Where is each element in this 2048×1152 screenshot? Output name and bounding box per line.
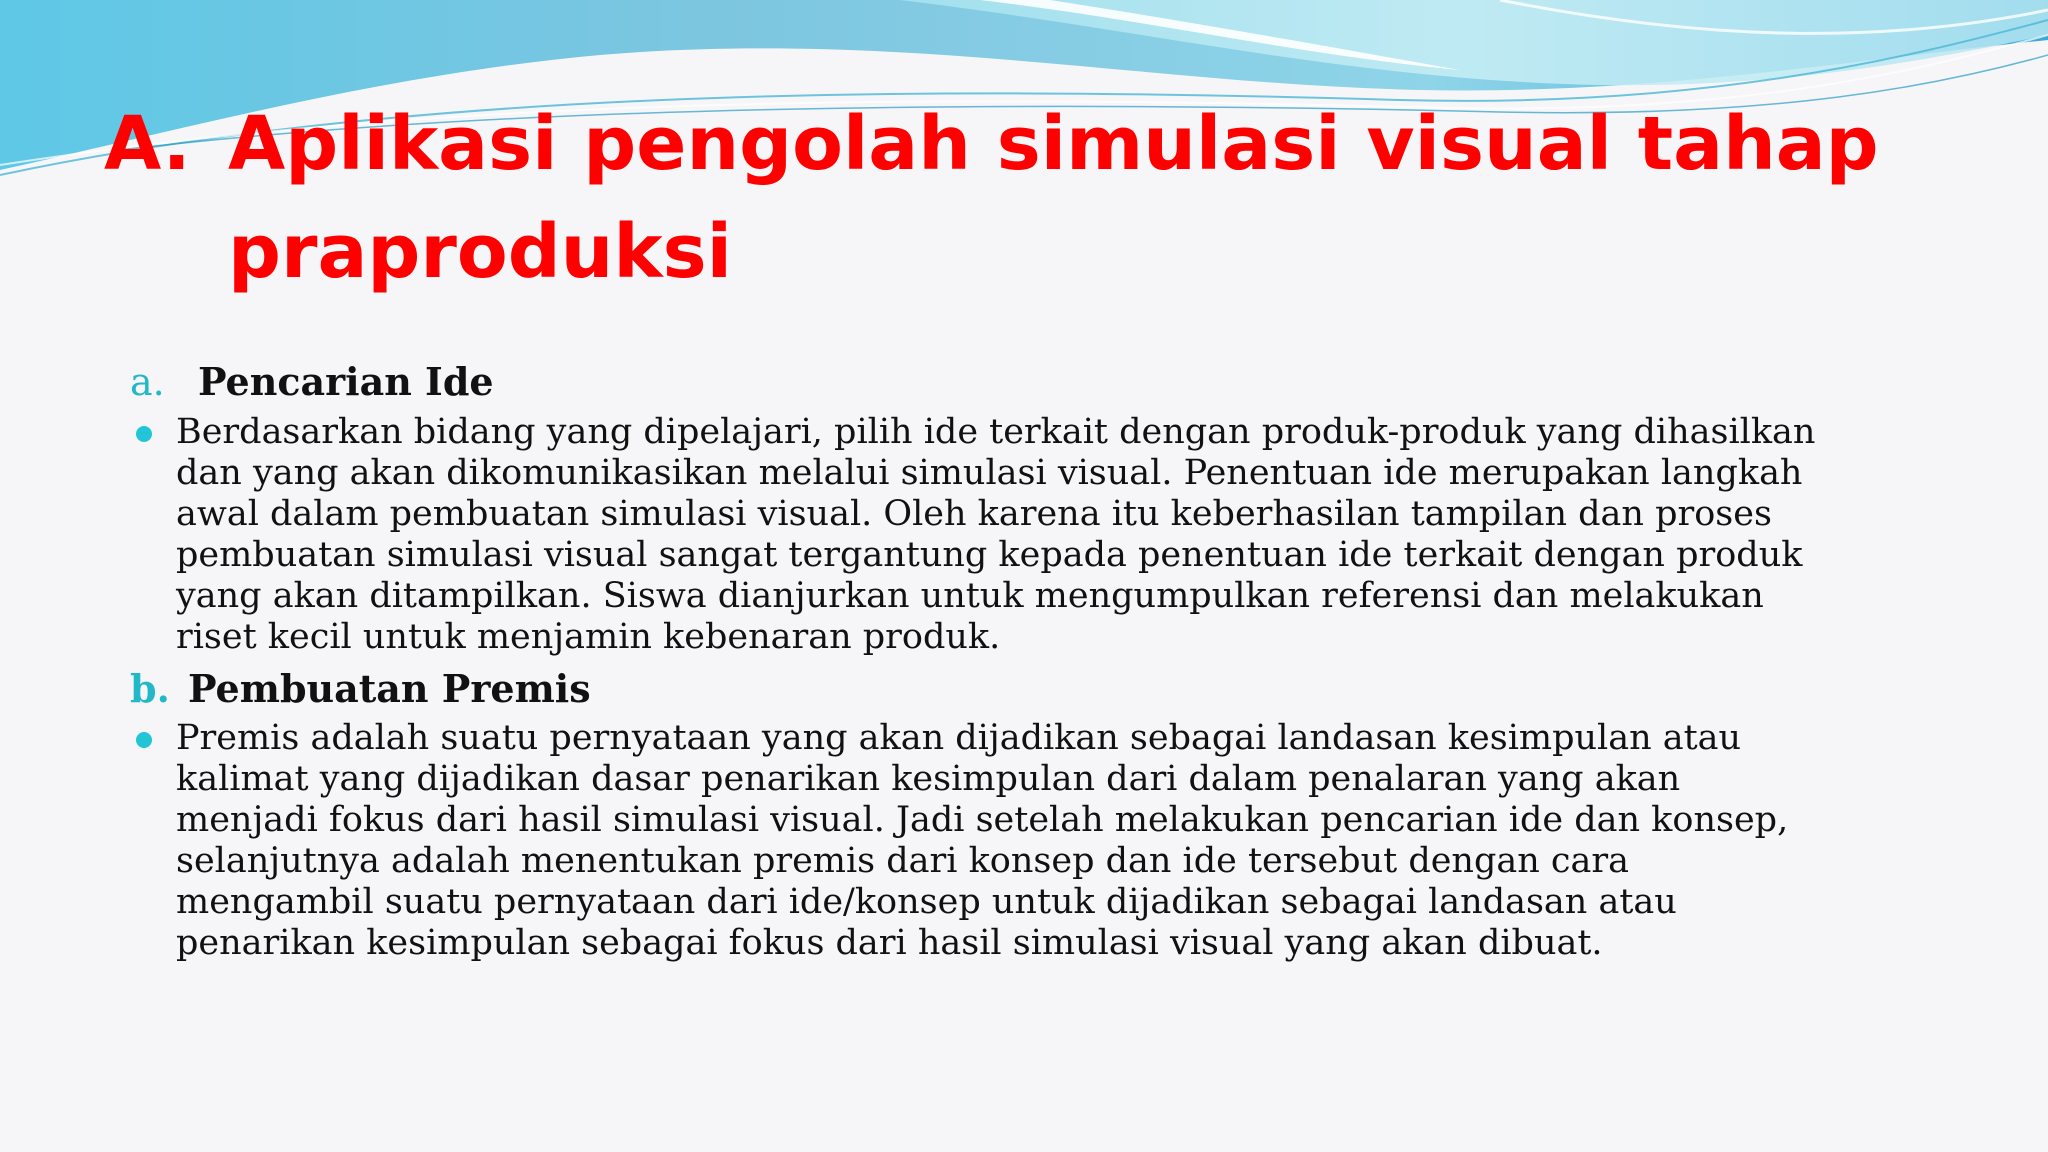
section-heading-pembuatan-premis bbox=[130, 665, 591, 713]
section-letter: b. bbox=[130, 666, 170, 711]
paragraph-text: Berdasarkan bidang yang dipelajari, pilih ide terkait dengan produk-produk yang dihasilkan dan yang akan dikomunikasikan melalui simulasi visual. Penentuan ide merupakan langkah awal dalam pembuatan simulasi visual. Oleh karena itu keberhasilan tampilan dan proses pembuatan simulasi visual sangat tergantung kepada penentuan ide terkait dengan produk yang akan ditampilkan. Siswa dianjurkan untuk mengumpulkan referensi dan melakukan riset kecil untuk menjamin kebenaran produk. bbox=[176, 412, 1816, 657]
section-heading-pencarian-ide bbox=[130, 358, 494, 406]
title-line-1: Aplikasi pengolah simulasi visual tahap bbox=[228, 101, 1879, 187]
section-heading-text: Pencarian Ide bbox=[198, 359, 494, 404]
bullet-dot-icon bbox=[136, 732, 152, 748]
paragraph-text: Premis adalah suatu pernyataan yang akan dijadikan sebagai landasan kesimpulan atau kalimat yang dijadikan dasar penarikan kesimpulan dari dalam penalaran yang akan menjadi fokus dari hasil simulasi visual. Jadi setelah melakukan pencarian ide dan konsep, selanjutnya adalah menentukan premis dari konsep dan ide tersebut dengan cara mengambil suatu pernyataan dari ide/konsep untuk dijadikan sebagai landasan atau penarikan kesimpulan sebagai fokus dari hasil simulasi visual yang akan dibuat. bbox=[176, 718, 1789, 963]
section-letter: a. bbox=[130, 360, 165, 404]
bullet-dot-icon bbox=[136, 426, 152, 442]
title-marker: A. bbox=[104, 101, 191, 187]
section-heading-text: Pembuatan Premis bbox=[188, 666, 591, 711]
bullet-paragraph bbox=[176, 412, 1816, 658]
bullet-paragraph bbox=[176, 718, 1816, 964]
title-line-2: praproduksi bbox=[228, 209, 732, 295]
